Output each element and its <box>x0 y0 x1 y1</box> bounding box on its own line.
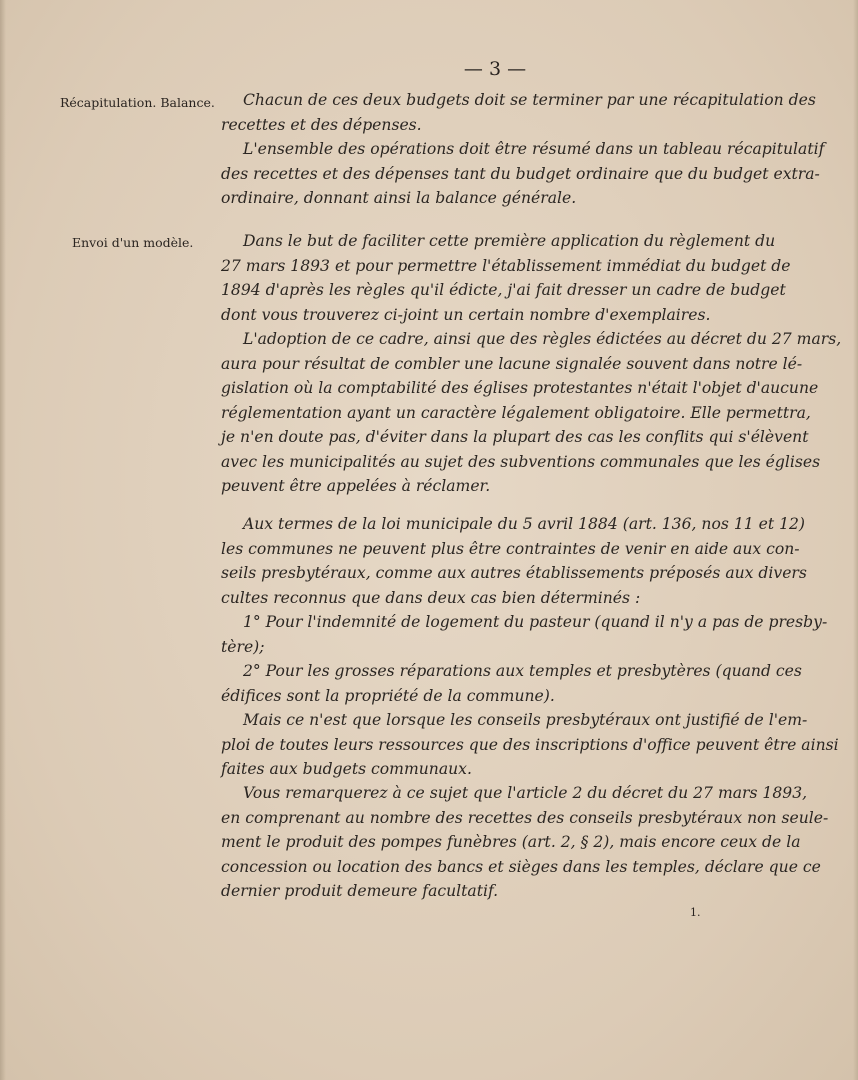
text-line: en comprenant au nombre des recettes des conseils presbytéraux non seule- <box>221 808 829 827</box>
text-line: avec les municipalités au sujet des subventions communales que les églises <box>221 452 821 471</box>
text-line: Mais ce n'est que lorsque les conseils presbytéraux ont justifié de l'em- <box>243 711 808 729</box>
paragraph-3 <box>221 229 791 327</box>
text-line: Aux termes de la loi municipale du 5 avril 1884 (art. 136, nos 11 et 12) <box>243 515 805 533</box>
text-line: 1894 d'après les règles qu'il édicte, j'ai fait dresser un cadre de budget <box>221 281 786 299</box>
text-line: faites aux budgets communaux. <box>221 760 472 778</box>
paragraph-6 <box>221 610 828 659</box>
page-edge-left <box>0 0 6 1080</box>
text-line: peuvent être appelées à réclamer. <box>221 477 491 495</box>
text-line: concession ou location des bancs et sièges dans les temples, déclare que ce <box>221 857 821 876</box>
text-line: les communes ne peuvent plus être contraintes de venir en aide aux con- <box>221 539 800 558</box>
text-line: Vous remarquerez à ce sujet que l'article 2 du décret du 27 mars 1893, <box>243 784 808 802</box>
text-line: 1° Pour l'indemnité de logement du pasteur (quand il n'y a pas de presby- <box>243 613 828 631</box>
paragraph-5 <box>221 512 807 610</box>
text-line: réglementation ayant un caractère légalement obligatoire. Elle permettra, <box>221 403 811 422</box>
text-line: édifices sont la propriété de la commune). <box>221 686 555 705</box>
margin-note-envoi-modele: Envoi d'un modèle. <box>72 235 194 250</box>
text-line: ment le produit des pompes funèbres (art. 2, § 2), mais encore ceux de la <box>221 833 801 851</box>
paragraph-9 <box>221 781 829 904</box>
paragraph-4 <box>221 327 842 499</box>
text-line: L'adoption de ce cadre, ainsi que des règles édictées au décret du 27 mars, <box>243 330 842 348</box>
text-line: dernier produit demeure facultatif. <box>221 882 499 900</box>
paragraph-8 <box>221 708 839 782</box>
text-line: cultes reconnus que dans deux cas bien déterminés : <box>221 588 641 607</box>
text-line: aura pour résultat de combler une lacune signalée souvent dans notre lé- <box>221 354 803 373</box>
paragraph-7 <box>221 659 802 708</box>
text-line: recettes et des dépenses. <box>221 115 422 134</box>
page-edge-right <box>853 0 858 1080</box>
text-line: seils presbytéraux, comme aux autres établissements préposés aux divers <box>221 564 807 582</box>
paragraph-2 <box>221 137 825 211</box>
text-line: ordinaire, donnant ainsi la balance générale. <box>221 189 577 207</box>
text-line: je n'en doute pas, d'éviter dans la plupart des cas les conflits qui s'élèvent <box>221 428 809 446</box>
paragraph-1 <box>221 88 816 137</box>
margin-note-recapitulation: Récapitulation. Balance. <box>60 95 215 110</box>
text-line: 2° Pour les grosses réparations aux temples et presbytères (quand ces <box>243 662 802 680</box>
text-line: tère); <box>221 637 265 656</box>
text-line: gislation où la comptabilité des églises protestantes n'était l'objet d'aucune <box>221 379 819 397</box>
text-line: 27 mars 1893 et pour permettre l'établissement immédiat du budget de <box>221 256 791 275</box>
page-number: — 3 — <box>463 58 527 80</box>
text-line: L'ensemble des opérations doit être résumé dans un tableau récapitulatif <box>243 140 825 158</box>
printer-signature-mark: 1. <box>690 906 701 919</box>
text-line: des recettes et des dépenses tant du budget ordinaire que du budget extra- <box>221 164 820 183</box>
text-line: Dans le but de faciliter cette première application du règlement du <box>243 232 776 250</box>
text-line: Chacun de ces deux budgets doit se terminer par une récapitulation des <box>243 91 816 109</box>
text-line: ploi de toutes leurs ressources que des inscriptions d'office peuvent être ainsi <box>221 735 839 754</box>
text-line: dont vous trouverez ci-joint un certain nombre d'exemplaires. <box>221 305 711 324</box>
